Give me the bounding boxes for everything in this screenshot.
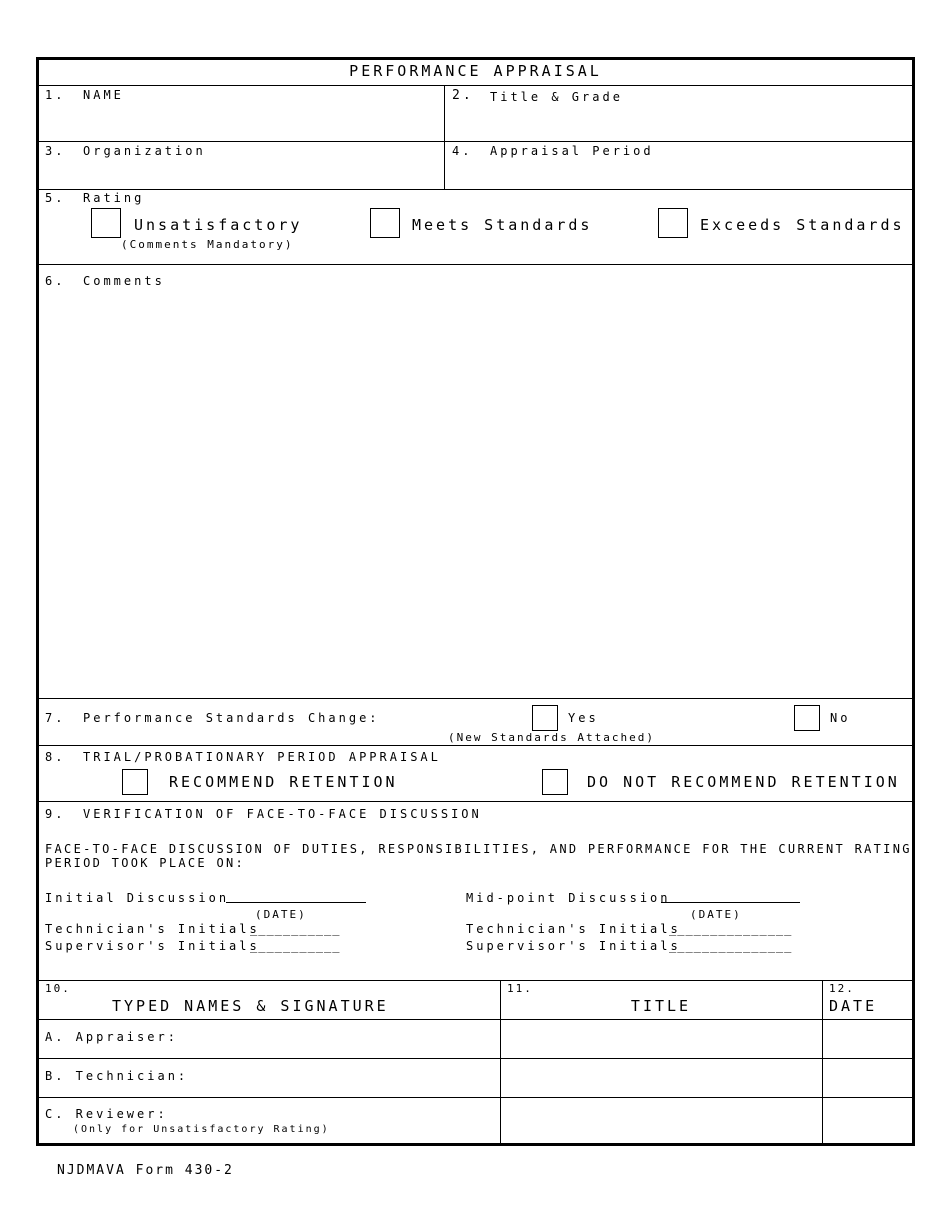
- exceeds-standards-label: Exceeds Standards: [700, 216, 905, 234]
- reviewer-label: C. Reviewer:: [45, 1107, 168, 1121]
- name-label: NAME: [83, 88, 124, 102]
- divider: [39, 980, 912, 981]
- technician-title-field[interactable]: [501, 1059, 822, 1097]
- technician-initials-field-1[interactable]: ___________: [250, 922, 341, 936]
- new-standards-note: (New Standards Attached): [448, 731, 655, 744]
- divider: [39, 698, 912, 699]
- initial-date-note: (DATE): [255, 908, 307, 921]
- reviewer-note: (Only for Unsatisfactory Rating): [73, 1124, 330, 1135]
- form-title: PERFORMANCE APPRAISAL: [349, 62, 602, 80]
- field-9-number: 9.: [45, 807, 66, 821]
- comments-field[interactable]: [39, 265, 912, 698]
- appraiser-title-field[interactable]: [501, 1020, 822, 1058]
- technician-label: B. Technician:: [45, 1069, 189, 1083]
- name-field[interactable]: [39, 86, 444, 140]
- divider: [39, 801, 912, 802]
- field-1-number: 1.: [45, 88, 66, 102]
- discussion-statement-line1: FACE-TO-FACE DISCUSSION OF DUTIES, RESPONSIBILITIES, AND PERFORMANCE FOR THE CURRENT RATING: [45, 842, 912, 856]
- comments-mandatory-note: (Comments Mandatory): [121, 238, 294, 251]
- unsatisfactory-label: Unsatisfactory: [134, 216, 303, 234]
- appraisal-period-field[interactable]: [445, 142, 912, 188]
- verification-label: VERIFICATION OF FACE-TO-FACE DISCUSSION: [83, 807, 482, 821]
- field-6-number: 6.: [45, 274, 66, 288]
- recommend-retention-checkbox[interactable]: [122, 769, 148, 795]
- technician-initials-label-2: Technician's Initials: [466, 922, 681, 936]
- comments-label: Comments: [83, 274, 165, 288]
- organization-field[interactable]: [39, 142, 444, 188]
- supervisor-initials-field-2[interactable]: _______________: [669, 939, 793, 953]
- technician-date-field[interactable]: [823, 1059, 912, 1097]
- yes-label: Yes: [568, 711, 599, 725]
- midpoint-discussion-label: Mid-point Discussion: [466, 891, 671, 905]
- field-7-number: 7.: [45, 711, 66, 725]
- supervisor-initials-label-2: Supervisor's Initials: [466, 939, 681, 953]
- midpoint-date-note: (DATE): [690, 908, 742, 921]
- standards-change-label: Performance Standards Change:: [83, 711, 380, 725]
- title-grade-field[interactable]: [445, 86, 912, 140]
- field-2-number: 2.: [452, 88, 474, 103]
- field-3-number: 3.: [45, 144, 66, 158]
- field-5-number: 5.: [45, 191, 66, 205]
- no-checkbox[interactable]: [794, 705, 820, 731]
- reviewer-title-field[interactable]: [501, 1098, 822, 1143]
- divider: [39, 189, 912, 190]
- supervisor-initials-field-1[interactable]: ___________: [250, 939, 341, 953]
- meets-standards-label: Meets Standards: [412, 216, 593, 234]
- meets-standards-checkbox[interactable]: [370, 208, 400, 238]
- technician-initials-label-1: Technician's Initials: [45, 922, 260, 936]
- technician-signature-field[interactable]: [39, 1059, 500, 1097]
- probationary-label: TRIAL/PROBATIONARY PERIOD APPRAISAL: [83, 750, 441, 764]
- recommend-retention-label: RECOMMEND RETENTION: [169, 773, 398, 791]
- supervisor-initials-label-1: Supervisor's Initials: [45, 939, 260, 953]
- do-not-recommend-checkbox[interactable]: [542, 769, 568, 795]
- initial-discussion-date-field[interactable]: [226, 902, 366, 903]
- divider: [39, 745, 912, 746]
- yes-checkbox[interactable]: [532, 705, 558, 731]
- discussion-statement-line2: PERIOD TOOK PLACE ON:: [45, 856, 246, 870]
- form-number: NJDMAVA Form 430-2: [57, 1163, 234, 1178]
- field-4-number: 4.: [452, 144, 473, 158]
- organization-label: Organization: [83, 144, 206, 158]
- initial-discussion-label: Initial Discussion: [45, 891, 230, 905]
- reviewer-signature-field[interactable]: [39, 1098, 500, 1143]
- appraiser-date-field[interactable]: [823, 1020, 912, 1058]
- do-not-recommend-label: DO NOT RECOMMEND RETENTION: [587, 773, 900, 791]
- rating-label: Rating: [83, 191, 145, 205]
- appraisal-period-label: Appraisal Period: [490, 144, 654, 158]
- appraisal-form: [36, 57, 915, 1146]
- appraiser-label: A. Appraiser:: [45, 1030, 178, 1044]
- title-column-header: TITLE: [630, 997, 692, 1015]
- field-10-number: 10.: [45, 982, 71, 995]
- title-grade-label: Title & Grade: [490, 90, 623, 104]
- date-column-header: DATE: [829, 997, 878, 1015]
- field-11-number: 11.: [507, 982, 533, 995]
- field-8-number: 8.: [45, 750, 66, 764]
- technician-initials-field-2[interactable]: _______________: [669, 922, 793, 936]
- field-12-number: 12.: [829, 982, 855, 995]
- appraiser-signature-field[interactable]: [39, 1020, 500, 1058]
- signature-column-header: TYPED NAMES & SIGNATURE: [112, 997, 389, 1015]
- no-label: No: [830, 711, 851, 725]
- exceeds-standards-checkbox[interactable]: [658, 208, 688, 238]
- midpoint-discussion-date-field[interactable]: [661, 902, 800, 903]
- unsatisfactory-checkbox[interactable]: [91, 208, 121, 238]
- reviewer-date-field[interactable]: [823, 1098, 912, 1143]
